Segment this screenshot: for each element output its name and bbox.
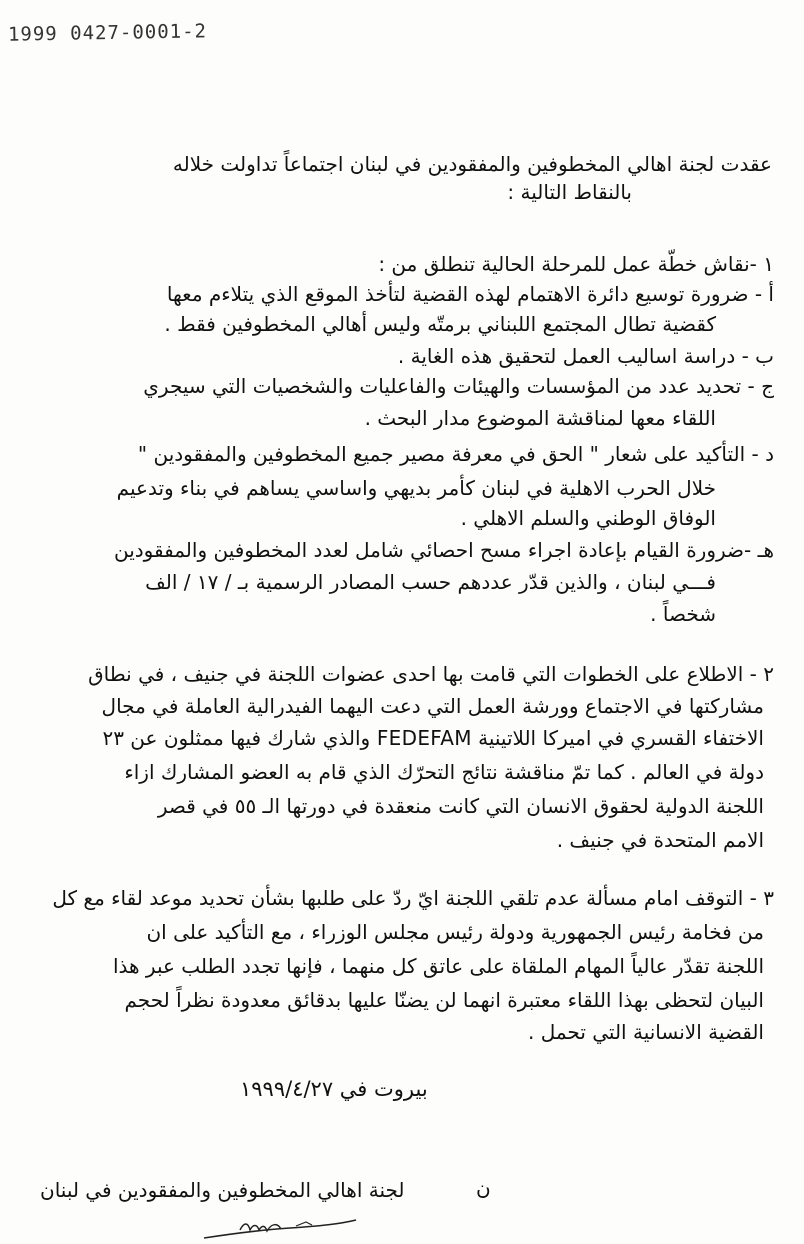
handwritten-signature — [200, 1212, 360, 1242]
section-1-line: كقضية تطال المجتمع اللبناني برمتّه وليس أهالي المخطوفين فقط . — [164, 312, 716, 336]
section-3-line: القضية الانسانية التي تحمل . — [528, 1020, 764, 1044]
intro-line: بالنقاط التالية : — [507, 180, 632, 204]
section-1-line: ١ -نقاش خطّة عمل للمرحلة الحالية تنطلق من : — [378, 252, 774, 276]
section-2-line: اللجنة الدولية لحقوق الانسان التي كانت منعقدة في دورتها الـ ٥٥ في قصر — [157, 794, 764, 818]
reference-number: 1999 0427-0001-2 — [7, 20, 208, 46]
section-2-line: الامم المتحدة في جنيف . — [556, 828, 764, 852]
section-1-line: هـ -ضرورة القيام بإعادة اجراء مسح احصائي شامل لعدد المخطوفين والمفقودين — [113, 538, 774, 562]
section-1-line: أ - ضرورة توسيع دائرة الاهتمام لهذه القضية لتأخذ الموقع الذي يتلاءم معها — [166, 282, 774, 306]
section-1-line: خلال الحرب الاهلية في لبنان كأمر بديهي واساسي يساهم في بناء وتدعيم — [116, 476, 716, 500]
section-3-line: البيان لتحظى بهذا اللقاء معتبرة انهما لن يضنّا عليها بدقائق معدودة نظراً لحجم — [124, 988, 764, 1012]
document-date: بيروت في ١٩٩٩/٤/٢٧ — [240, 1077, 428, 1101]
section-1-line: اللقاء معها لمناقشة الموضوع مدار البحث . — [364, 406, 716, 430]
section-1-line: شخصاً . — [650, 602, 716, 626]
section-2-line: مشاركتها في الاجتماع وورشة العمل التي دعت اليهما الفيدرالية العاملة في مجال — [101, 694, 764, 718]
section-1-line: الوفاق الوطني والسلم الاهلي . — [460, 506, 716, 530]
section-1-line: فـــي لبنان ، والذين قدّر عددهم حسب المصادر الرسمية بـ / ١٧ / الف — [145, 570, 716, 594]
signatory-name: لجنة اهالي المخطوفين والمفقودين في لبنان — [40, 1178, 405, 1202]
section-3-line: ٣ - التوقف امام مسألة عدم تلقي اللجنة ايّ ردّ على طلبها بشأن تحديد موعد لقاء مع كل — [52, 886, 774, 910]
section-1-line: ج - تحديد عدد من المؤسسات والهيئات والفاعليات والشخصيات التي سيجري — [143, 374, 774, 398]
section-1-line: ب - دراسة اساليب العمل لتحقيق هذه الغاية . — [397, 344, 774, 368]
section-1-line: د - التأكيد على شعار " الحق في معرفة مصير جميع المخطوفين والمفقودين " — [137, 442, 774, 466]
section-2-line: الاختفاء القسري في اميركا اللاتينية FEDEFAM والذي شارك فيها ممثلون عن ٢٣ — [102, 726, 764, 750]
section-3-line: اللجنة تقدّر عالياً المهام الملقاة على عاتق كل منهما ، فإنها تجدد الطلب عبر هذا — [112, 954, 764, 978]
section-3-line: من فخامة رئيس الجمهورية ودولة رئيس مجلس الوزراء ، مع التأكيد على ان — [146, 920, 764, 944]
intro-line: عقدت لجنة اهالي المخطوفين والمفقودين في لبنان اجتماعاً تداولت خلاله — [172, 152, 772, 176]
section-2-line: دولة في العالم . كما تمّ مناقشة نتائج التحرّك الذي قام به العضو المشارك ازاء — [124, 760, 764, 784]
signatory-initial: ن — [476, 1176, 491, 1200]
section-2-line: ٢ - الاطلاع على الخطوات التي قامت بها احدى عضوات اللجنة في جنيف ، في نطاق — [88, 662, 774, 686]
